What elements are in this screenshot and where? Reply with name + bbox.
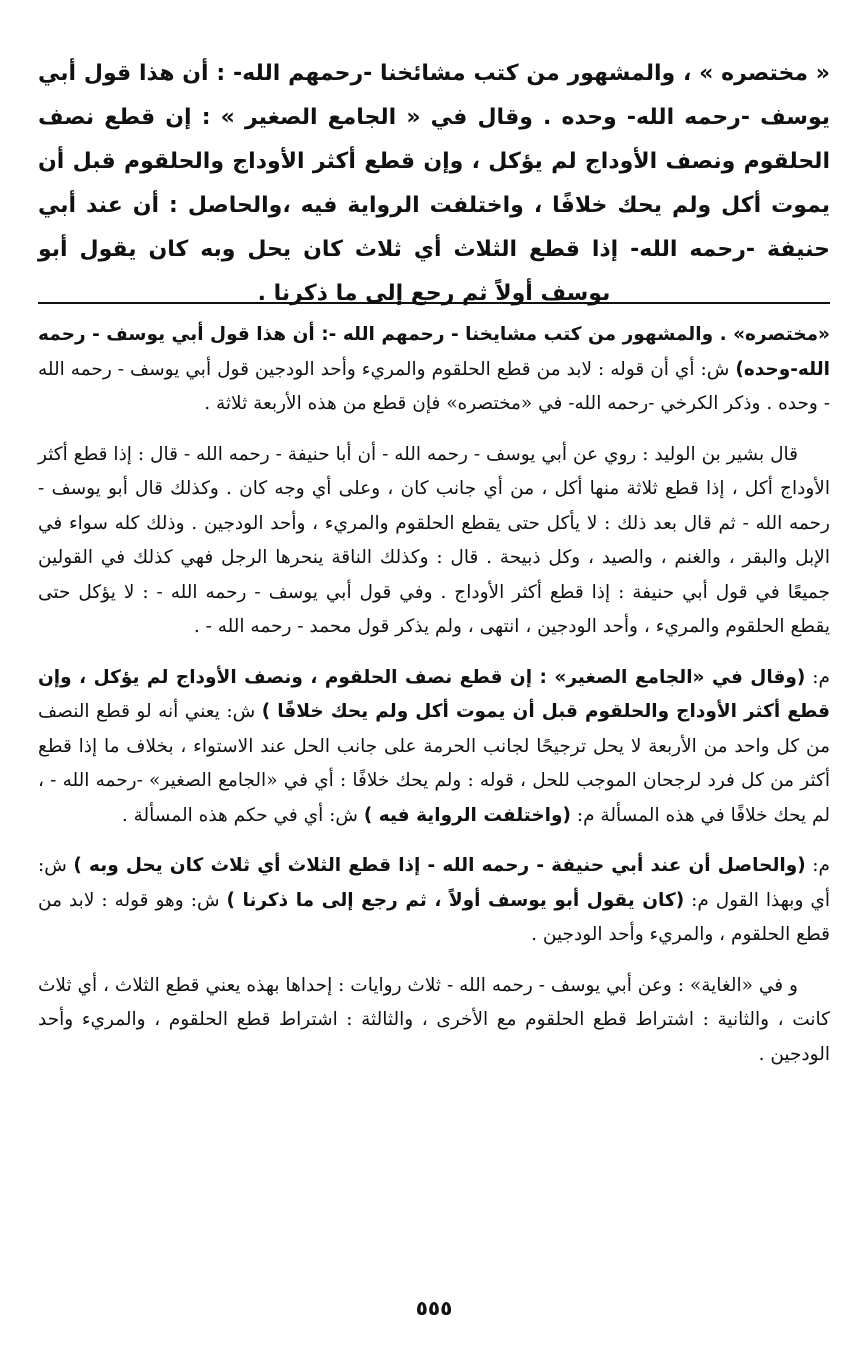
commentary-text: ش: أي أن قوله : لابد من قطع الحلقوم والمريء وأحد الودجين قول أبي يوسف - رحمه الله - وحده . وذكر الكرخي -رحمه الله- في «مختصره» فإن قطع من هذه الأربعة ثلاثة .: [38, 358, 830, 414]
quoted-text: (كان يقول أبو يوسف أولاً ، ثم رجع إلى ما ذكرنا ): [226, 889, 685, 911]
commentary-paragraph-1: [38, 318, 830, 422]
quoted-text: (وقال في «الجامع الصغير» : إن قطع نصف الحلقوم ، ونصف الأوداج لم يؤكل ، وإن قطع أكثر الأوداج والحلقوم قبل أن يموت أكل ولم يحك خلافًا ): [38, 666, 830, 722]
quoted-text: «مختصره» . والمشهور من كتب مشايخنا - رحمهم الله -: أن هذا قول أبي يوسف - رحمه الله-وحده): [38, 324, 830, 380]
commentary-text: ش: أي في حكم هذه المسألة .: [121, 804, 364, 826]
commentary-paragraph-3: [38, 661, 830, 834]
commentary-text: ش: وهو قوله : لابد من قطع الحلقوم ، والمريء وأحد الودجين .: [38, 889, 830, 945]
commentary-paragraph-2: قال بشير بن الوليد : روي عن أبي يوسف - رحمه الله - أن أبا حنيفة - رحمه الله - قال : إذا قطع أكثر الأوداج أكل ، إذا قطع ثلاثة منها أكل ، من أي جانب كان ، وعلى أي وجه كان . وكذلك قال أبو يوسف - رحمه الله - ثم قال بعد ذلك : لا يأكل حتى يقطع الحلقوم والمريء ، وأحد الودجين . وذلك كله سواء في الإبل والبقر ، والغنم ، والصيد ، وكل ذبيحة . قال : وكذلك الناقة ينحرها الرجل فهي كذلك في القولين جميعًا في قول أبي حنيفة : إذا قطع أكثر الأوداج . وفي قول أبي يوسف - رحمه الله - : لا يؤكل حتى يقطع الحلقوم والمريء ، وأحد الودجين ، انتهى ، ولم يذكر قول محمد - رحمه الله - .: [38, 443, 830, 637]
divider-line: [38, 302, 830, 304]
commentary-paragraph-5: و في «الغاية» : وعن أبي يوسف - رحمه الله - ثلاث روايات : إحداها بهذه يعني قطع الثلاث ، أي ثلاث كانت ، والثانية : اشتراط قطع الحلقوم مع الأخرى ، والثالثة : اشتراط قطع الحلقوم ، والمريء وأحد الودجين .: [38, 974, 830, 1065]
quoted-text: (والحاصل أن عند أبي حنيفة - رحمه الله - إذا قطع الثلاث أي ثلاث كان يحل وبه ): [73, 855, 806, 876]
commentary-text: ش: يعني أنه لو قطع النصف من كل واحد من الأربعة لا يحل ترجيحًا لجانب الحرمة على جانب الحل عند الاستواء ، بخلاف ما إذا قطع أكثر من كل فرد لرجحان الموجب للحل ، قوله : ولم يحك خلافًا : أي في «الجامع الصغير» -رحمه الله - ، لم يحك خلافًا في هذه المسألة م:: [38, 701, 830, 826]
quoted-text: (واختلفت الرواية فيه ): [363, 804, 571, 826]
commentary-paragraph-4: [38, 849, 830, 953]
main-text-paragraph: « مختصره » ، والمشهور من كتب مشائخنا -رحمهم الله- : أن هذا قول أبي يوسف -رحمه الله- وحده . وقال في « الجامع الصغير » : إن قطع نصف الحلقوم ونصف الأوداج لم يؤكل ، وإن قطع أكثر الأوداج والحلقوم قبل أن يموت أكل ولم يحك خلافًا ، واختلفت الرواية فيه ،والحاصل : أن عند أبي حنيفة -رحمه الله- إذا قطع الثلاث أي ثلاث كان يحل وبه كان يقول أبو يوسف أولاً ثم رجع إلى ما ذكرنا .: [38, 61, 830, 306]
commentary-section: [38, 318, 830, 1072]
matn-marker: م:: [805, 855, 830, 876]
page-number: ٥٥٥: [415, 1296, 453, 1320]
matn-marker: م:: [805, 666, 830, 688]
commentary-text: ش: أي وبهذا القول م:: [38, 855, 830, 911]
